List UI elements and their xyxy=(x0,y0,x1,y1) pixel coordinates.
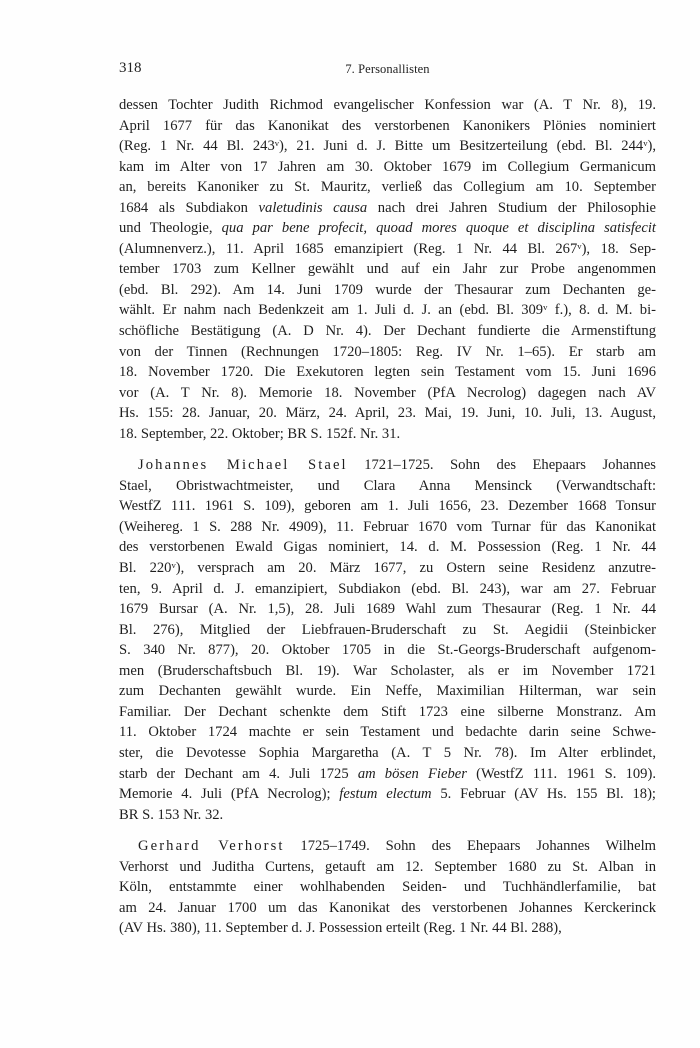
text-segment: Köln, entstammte einer wohlhabenden Seiden- und Tuchhändlerfamilie, bat xyxy=(119,879,656,896)
text-segment: schöfliche Bestätigung (A. D Nr. 4). Der Dechant fundierte die Armenstiftung xyxy=(119,323,656,340)
text-segment: WestfZ 111. 1961 S. 109), geboren am 1. Juli 1656, 23. Dezember 1668 Tonsur xyxy=(119,498,656,515)
text-line xyxy=(119,177,656,198)
text-segment: BR S. 153 Nr. 32. xyxy=(119,806,224,823)
text-segment: 18. November 1720. Die Exekutoren legten sein Testament vom 15. Juni 1696 xyxy=(119,364,656,381)
text-line xyxy=(119,805,656,826)
text-line xyxy=(119,259,656,280)
text-segment: und Theologie, xyxy=(119,220,222,237)
text-line xyxy=(119,362,656,383)
text-segment: (Alumnenverz.), 11. April 1685 emanzipiert (Reg. 1 Nr. 44 Bl. 267ᵛ), 18. Sep- xyxy=(119,240,656,257)
text-segment: men (Bruderschaftsbuch Bl. 19). War Scholaster, als er im November 1721 xyxy=(119,662,656,679)
text-line xyxy=(119,620,656,641)
page-header xyxy=(119,60,656,84)
text-segment: vor (A. T Nr. 8). Memorie 18. November (PfA Necrolog) dagegen nach AV xyxy=(119,384,656,401)
text-line xyxy=(119,239,656,260)
text-line xyxy=(119,342,656,363)
text-line xyxy=(119,640,656,661)
text-segment: (AV Hs. 380), 11. September d. J. Possession erteilt (Reg. 1 Nr. 44 Bl. 288), xyxy=(119,920,562,937)
text-line xyxy=(119,218,656,239)
text-line xyxy=(119,681,656,702)
text-line xyxy=(119,95,656,116)
text-line xyxy=(119,918,656,939)
text-line xyxy=(119,280,656,301)
text-line xyxy=(119,300,656,321)
text-segment: des verstorbenen Ewald Gigas nominiert, 14. d. M. Possession (Reg. 1 Nr. 44 xyxy=(119,539,656,556)
text-line xyxy=(119,836,656,857)
text-segment: kam im Alter von 17 Jahren am 30. Oktober 1679 im Collegium Germanicum xyxy=(119,158,656,175)
text-line xyxy=(119,496,656,517)
text-line xyxy=(119,136,656,157)
text-segment: 1684 als Subdiakon xyxy=(119,199,259,216)
text-segment: am 24. Januar 1700 um das Kanonikat des verstorbenen Johannes Kerckerinck xyxy=(119,899,656,916)
text-line xyxy=(119,116,656,137)
text-segment: Verhorst und Juditha Curtens, getauft am 12. September 1680 zu St. Alban in xyxy=(119,858,656,875)
text-segment: ster, die Devotesse Sophia Margaretha (A. T 5 Nr. 78). Im Alter erblindet, xyxy=(119,744,656,761)
text-line xyxy=(119,599,656,620)
main-text xyxy=(119,95,656,939)
text-line xyxy=(119,537,656,558)
text-line xyxy=(119,743,656,764)
text-line xyxy=(119,857,656,878)
text-line xyxy=(119,877,656,898)
text-segment: ten, 9. April d. J. emanzipiert, Subdiakon (ebd. Bl. 243), war am 27. Februar xyxy=(119,580,656,597)
text-segment: 11. Oktober 1724 machte er sein Testament und bedachte darin seine Schwe- xyxy=(119,724,656,741)
text-segment: zum Dechanten gewählt wurde. Ein Neffe, Maximilian Hilterman, war sein xyxy=(119,683,656,700)
text-line xyxy=(119,383,656,404)
italic-text: am bösen Fieber xyxy=(357,765,467,782)
text-line xyxy=(119,321,656,342)
text-segment: wählt. Er nahm nach Bedenkzeit am 1. Juli d. J. an (ebd. Bl. 309ᵛ f.), 8. d. M. bi- xyxy=(119,302,656,319)
text-segment: Bl. 276), Mitglied der Liebfrauen-Bruderschaft zu St. Aegidii (Steinbicker xyxy=(119,621,656,638)
text-segment: von der Tinnen (Rechnungen 1720–1805: Reg. IV Nr. 1–65). Er starb am xyxy=(119,343,656,360)
text-segment: nach drei Jahren Studium der Philosophie xyxy=(367,199,656,216)
italic-text: qua par bene profecit, quoad mores quoque et disciplina satisfecit xyxy=(221,220,656,237)
text-segment: 1725–1749. Sohn des Ehepaars Johannes Wilhelm xyxy=(284,838,656,855)
text-segment: dessen Tochter Judith Richmod evangelischer Konfession war (A. T Nr. 8), 19. xyxy=(119,97,656,113)
text-segment: April 1677 für das Kanonikat des verstorbenen Kanonikers Plönies nominiert xyxy=(119,117,656,134)
text-line xyxy=(119,558,656,579)
text-line xyxy=(119,403,656,424)
paragraph xyxy=(119,836,656,939)
paragraph xyxy=(119,455,656,825)
text-segment: 5. Februar (AV Hs. 155 Bl. 18); xyxy=(431,786,656,803)
text-line xyxy=(119,722,656,743)
text-line xyxy=(119,784,656,805)
text-line xyxy=(119,517,656,538)
text-segment: Hs. 155: 28. Januar, 20. März, 24. April, 23. Mai, 19. Juni, 10. Juli, 13. August, xyxy=(119,405,656,422)
text-segment: (Weihereg. 1 S. 288 Nr. 4909), 11. Februar 1670 vom Turnar für das Kanonikat xyxy=(119,518,656,535)
text-line xyxy=(119,579,656,600)
text-segment: 1679 Bursar (A. Nr. 1,5), 28. Juli 1689 Wahl zum Thesaurar (Reg. 1 Nr. 44 xyxy=(119,601,656,618)
text-segment: an, bereits Kanoniker zu St. Mauritz, verließ das Collegium am 10. September xyxy=(119,179,656,196)
text-segment: tember 1703 zum Kellner gewählt und auf ein Jahr zur Probe angenommen xyxy=(119,261,656,278)
text-line xyxy=(119,661,656,682)
text-segment: (WestfZ 111. 1961 S. 109). xyxy=(466,765,656,782)
text-segment: (Reg. 1 Nr. 44 Bl. 243ᵛ), 21. Juni d. J. Bitte um Besitzerteilung (ebd. Bl. 244ᵛ), xyxy=(119,138,656,155)
text-line xyxy=(119,198,656,219)
text-line xyxy=(119,898,656,919)
text-line xyxy=(119,424,656,445)
text-segment: Stael, Obristwachtmeister, und Clara Anna Mensinck (Verwandtschaft: xyxy=(119,477,656,494)
spaced-name: Johannes Michael Stael xyxy=(138,457,348,474)
italic-text: valetudinis causa xyxy=(258,199,368,216)
text-segment: Memorie 4. Juli (PfA Necrolog); xyxy=(119,786,340,803)
text-segment: Bl. 220ᵛ), versprach am 20. März 1677, zu Ostern seine Residenz anzutre- xyxy=(119,560,656,577)
text-segment: 18. September, 22. Oktober; BR S. 152f. Nr. 31. xyxy=(119,425,401,442)
spaced-name: Gerhard Verhorst xyxy=(138,838,285,855)
text-segment: 1721–1725. Sohn des Ehepaars Johannes xyxy=(347,457,656,474)
text-line xyxy=(119,702,656,723)
text-segment: (ebd. Bl. 292). Am 14. Juni 1709 wurde der Thesaurar zum Dechanten ge- xyxy=(119,281,656,298)
text-segment: S. 340 Nr. 877), 20. Oktober 1705 in die St.-Georgs-Bruderschaft aufgenom- xyxy=(119,642,656,659)
running-head: 7. Personallisten xyxy=(345,62,430,76)
text-segment: starb der Dechant am 4. Juli 1725 xyxy=(119,765,358,782)
text-line xyxy=(119,764,656,785)
text-line xyxy=(119,157,656,178)
paragraph xyxy=(119,95,656,444)
text-line xyxy=(119,455,656,476)
page-number: 318 xyxy=(119,60,142,76)
italic-text: festum electum xyxy=(339,786,432,803)
text-line xyxy=(119,476,656,497)
text-segment: Familiar. Der Dechant schenkte dem Stift 1723 eine silberne Monstranz. Am xyxy=(119,703,656,720)
